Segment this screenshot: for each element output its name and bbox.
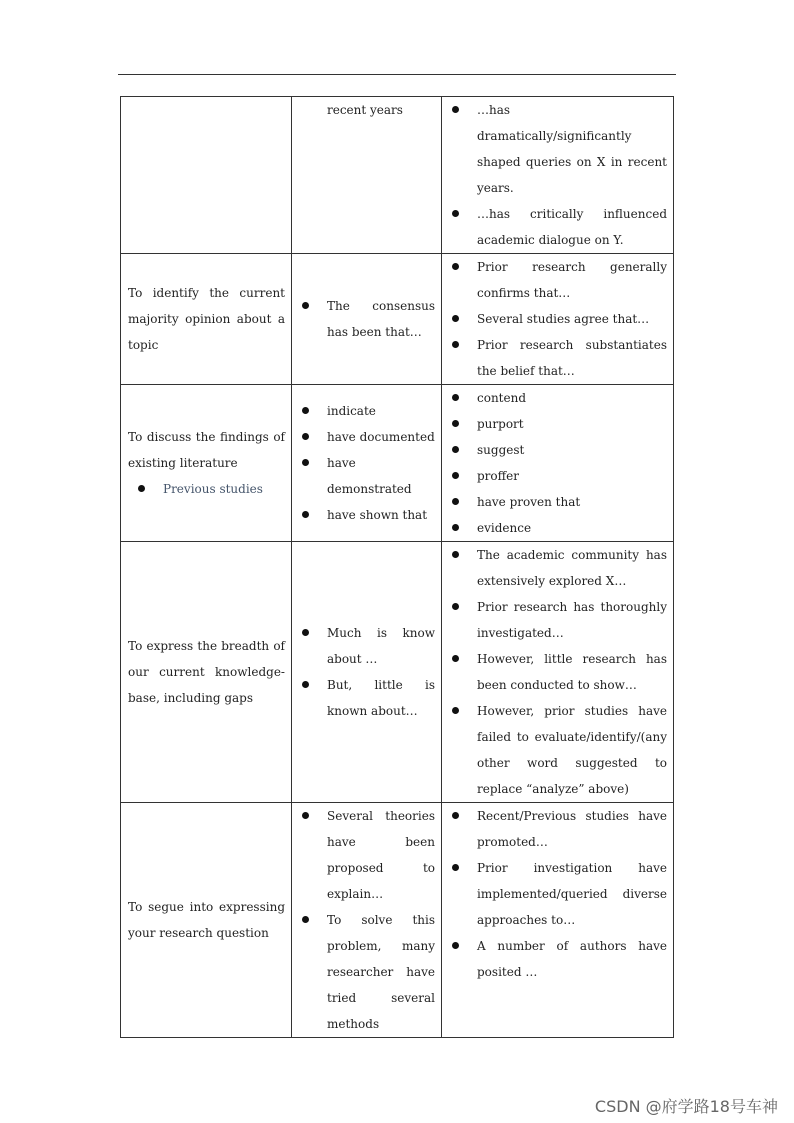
- phrase-item: But, little is known about…: [292, 672, 435, 724]
- phrases-cell: [292, 385, 442, 542]
- example-item: have proven that: [442, 489, 667, 515]
- phrases-cell: [292, 803, 442, 1038]
- table-row: [121, 542, 674, 803]
- phrase-item: The consensus has been that…: [292, 293, 435, 345]
- examples-cell: [442, 385, 674, 542]
- examples-cell: [442, 542, 674, 803]
- purpose-cell: To express the breadth of our current knowledge-base, including gaps: [121, 542, 292, 803]
- examples-cell: [442, 803, 674, 1038]
- purpose-cell: [121, 385, 292, 542]
- example-item: However, little research has been conducted to show…: [442, 646, 667, 698]
- example-item: Several studies agree that…: [442, 306, 667, 332]
- table-row: [121, 803, 674, 1038]
- phrase-item: have demonstrated: [292, 450, 435, 502]
- purpose-sub-item: Previous studies: [128, 476, 285, 502]
- watermark: CSDN @府学路18号车神: [594, 1097, 778, 1116]
- examples-cell: [442, 254, 674, 385]
- example-item: …has dramatically/significantly shaped queries on X in recent years.: [442, 97, 667, 201]
- phrases-cell: [292, 97, 442, 254]
- phrase-item: recent years: [327, 103, 403, 117]
- example-item: Recent/Previous studies have promoted…: [442, 803, 667, 855]
- phrase-item: Several theories have been proposed to explain…: [292, 803, 435, 907]
- phrase-item: have shown that: [292, 502, 435, 528]
- example-item: contend: [442, 385, 667, 411]
- table-row: [121, 385, 674, 542]
- example-item: purport: [442, 411, 667, 437]
- table-row: [121, 254, 674, 385]
- example-item: Prior research generally confirms that…: [442, 254, 667, 306]
- purpose-text: To discuss the findings of existing literature: [128, 430, 285, 470]
- example-item: evidence: [442, 515, 667, 541]
- example-item: Prior research has thoroughly investigated…: [442, 594, 667, 646]
- phrase-item: To solve this problem, many researcher have tried several methods: [292, 907, 435, 1037]
- purpose-cell: [121, 97, 292, 254]
- phrases-cell: [292, 254, 442, 385]
- phrase-item: have documented: [292, 424, 435, 450]
- purpose-cell: To identify the current majority opinion about a topic: [121, 254, 292, 385]
- phrase-item: indicate: [292, 398, 435, 424]
- example-item: However, prior studies have failed to evaluate/identify/(any other word suggested to replace “analyze” above): [442, 698, 667, 802]
- example-item: suggest: [442, 437, 667, 463]
- example-item: proffer: [442, 463, 667, 489]
- phrase-table: [120, 96, 673, 1038]
- example-item: The academic community has extensively explored X…: [442, 542, 667, 594]
- phrase-item: Much is know about …: [292, 620, 435, 672]
- examples-cell: [442, 97, 674, 254]
- example-item: …has critically influenced academic dialogue on Y.: [442, 201, 667, 253]
- example-item: A number of authors have posited …: [442, 933, 667, 985]
- example-item: Prior research substantiates the belief that…: [442, 332, 667, 384]
- header-rule: [118, 74, 676, 75]
- table-row: [121, 97, 674, 254]
- example-item: Prior investigation have implemented/queried diverse approaches to…: [442, 855, 667, 933]
- phrases-cell: [292, 542, 442, 803]
- purpose-cell: To segue into expressing your research question: [121, 803, 292, 1038]
